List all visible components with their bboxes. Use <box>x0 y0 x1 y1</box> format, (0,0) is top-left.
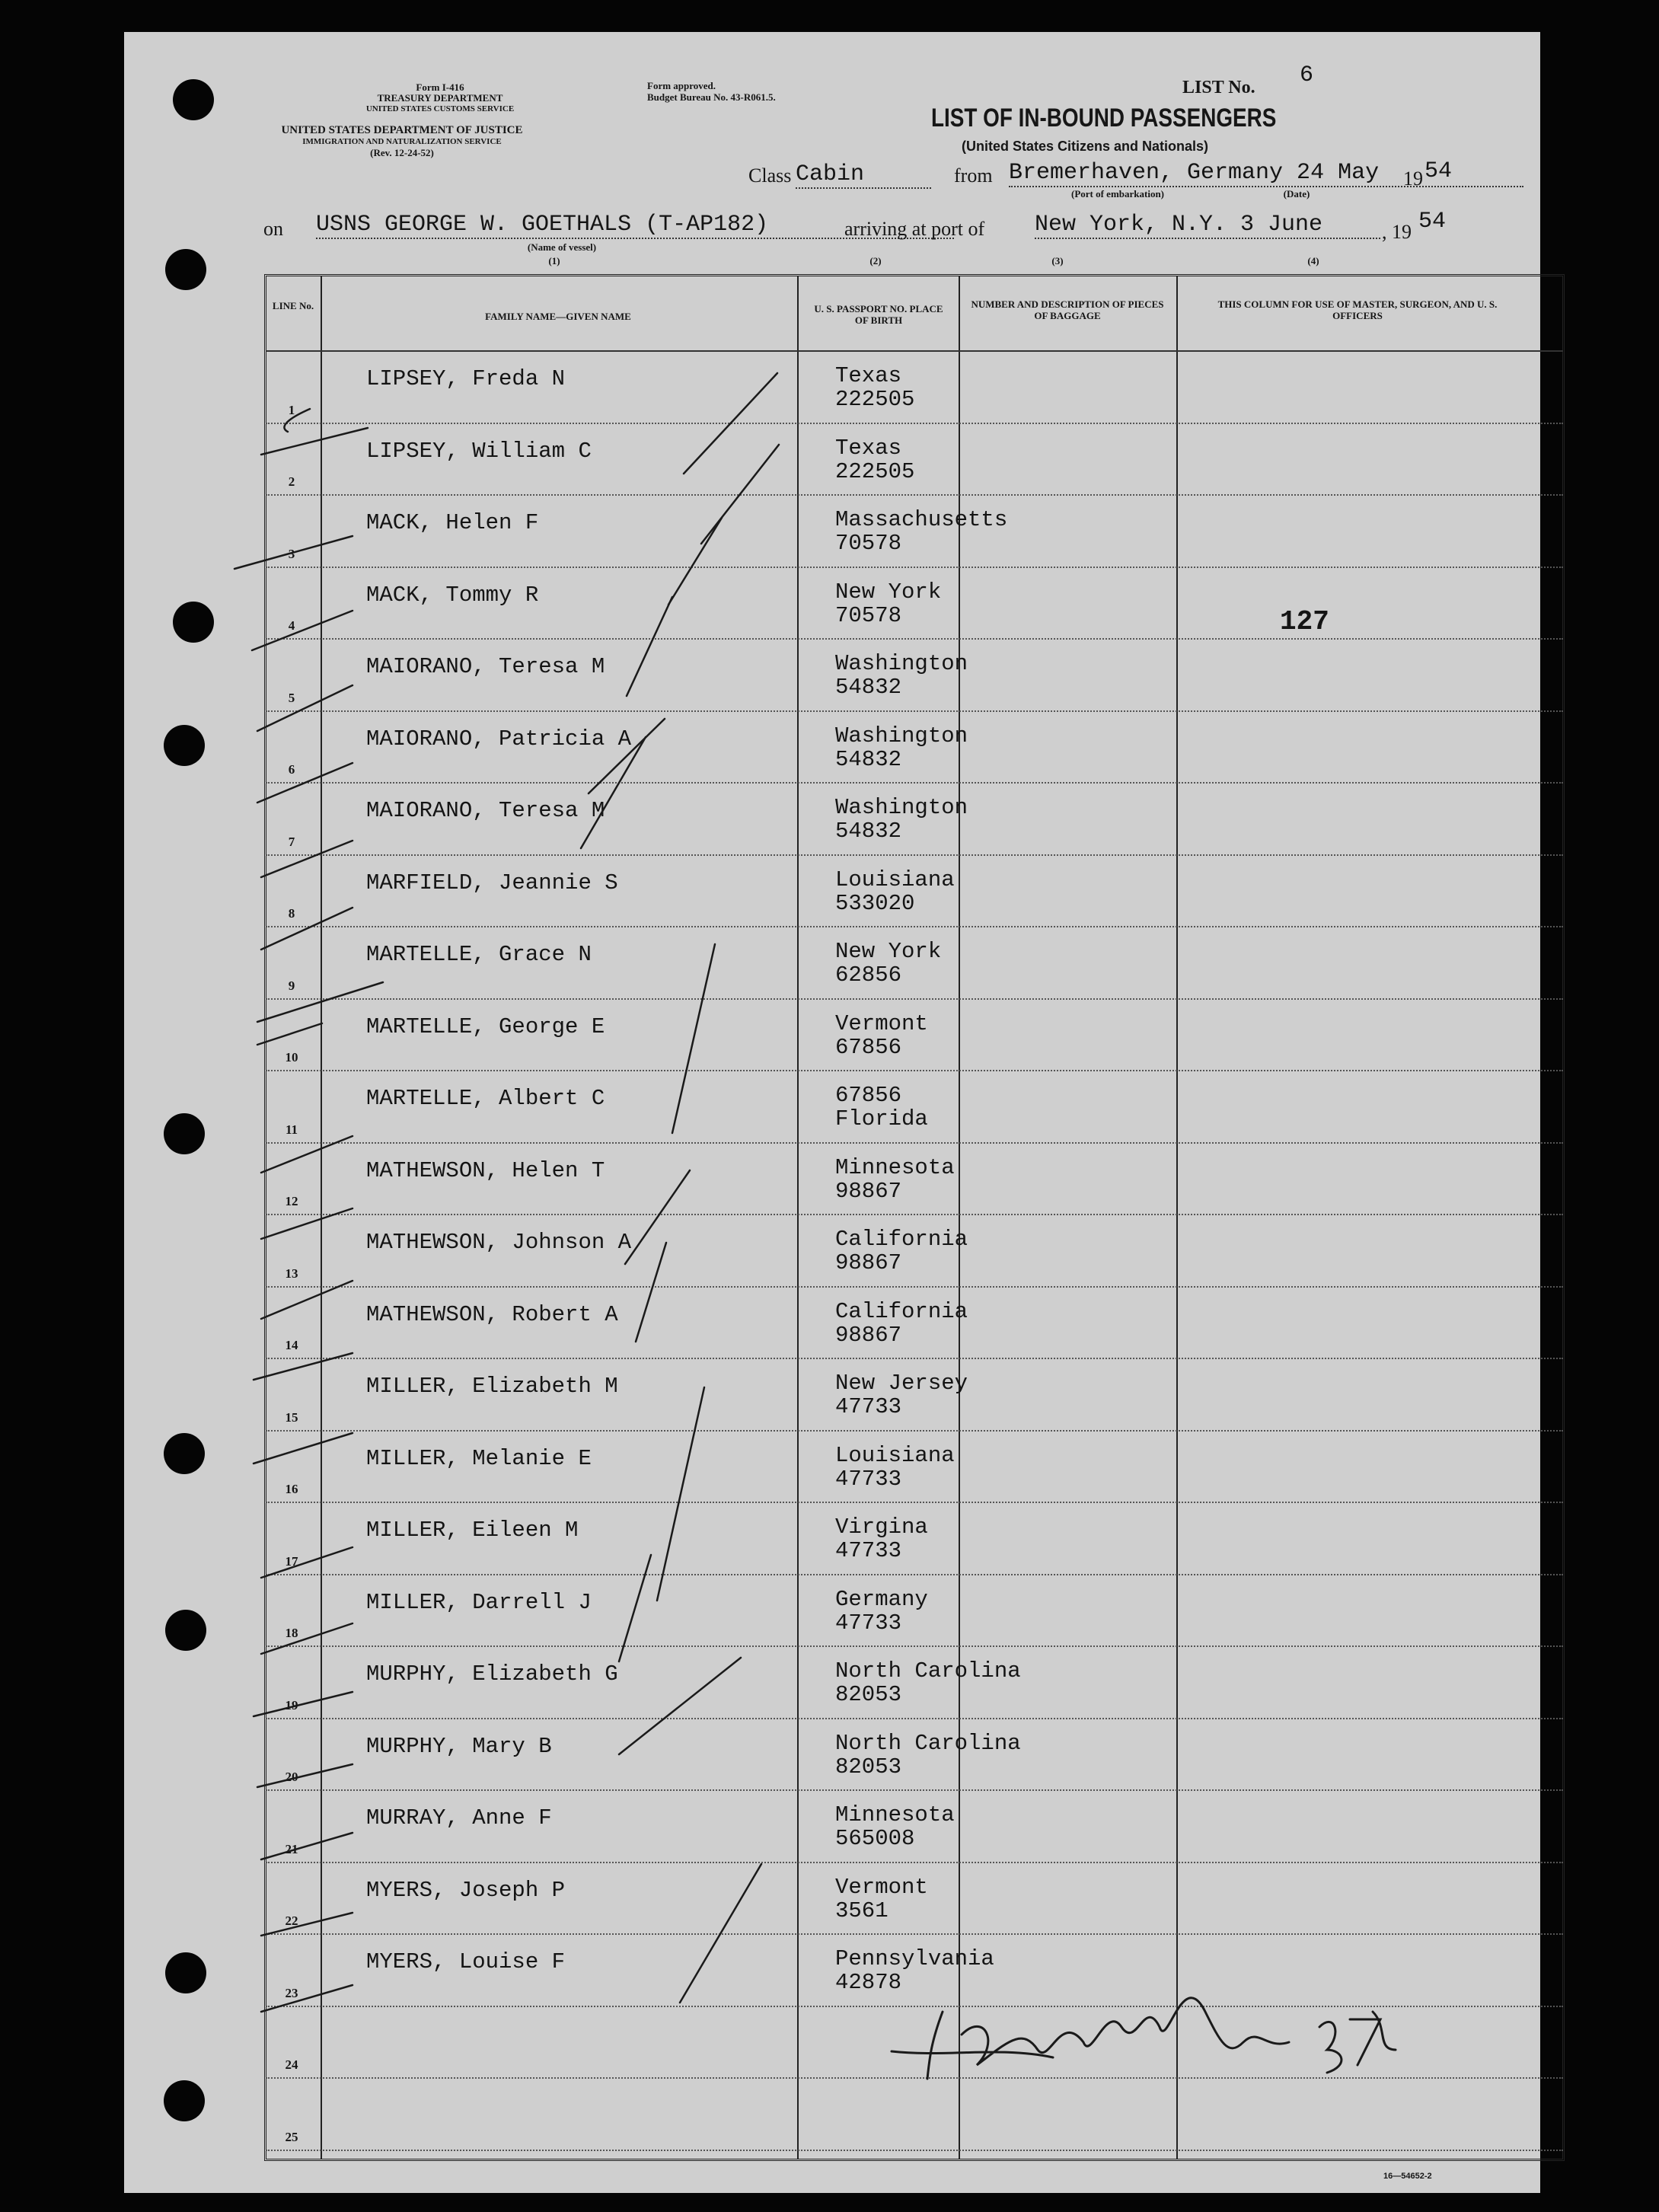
check-mark <box>619 1658 741 1754</box>
passport-number: 54832 <box>835 675 902 700</box>
year-value-2: 54 <box>1418 209 1447 235</box>
arriving-label: arriving at port of <box>844 218 985 240</box>
passenger-name: MURPHY, Elizabeth G <box>366 1661 618 1687</box>
class-value: Cabin <box>796 161 931 189</box>
passenger-name: MAIORANO, Teresa M <box>366 798 605 823</box>
passport-number: 42878 <box>835 1970 902 1995</box>
col-caption-2: (2) <box>869 255 882 267</box>
passport-number: Florida <box>835 1106 928 1132</box>
place-of-birth: New York <box>835 579 942 605</box>
check-mark <box>668 518 722 605</box>
place-of-birth: California <box>835 1298 968 1324</box>
tick-mark <box>254 1692 353 1716</box>
line-number: 9 <box>288 978 295 993</box>
tick-mark <box>261 841 353 877</box>
handwritten-marks <box>124 32 1540 2193</box>
check-mark <box>680 1864 761 2003</box>
passenger-name: MYERS, Louise F <box>366 1949 566 1974</box>
check-mark <box>684 373 777 474</box>
passenger-name: MARTELLE, Albert C <box>366 1086 605 1111</box>
tick-mark <box>261 1547 353 1578</box>
check-mark <box>625 1170 690 1264</box>
passport-number: 222505 <box>835 458 915 484</box>
check-mark <box>657 1387 704 1601</box>
officer-count: 127 <box>1280 606 1329 637</box>
passenger-name: MILLER, Darrell J <box>366 1589 592 1615</box>
form-page <box>124 32 1540 2193</box>
passenger-name: MACK, Tommy R <box>366 582 539 608</box>
place-of-birth: Washington <box>835 651 968 676</box>
tick-mark <box>254 1353 353 1380</box>
tick-mark <box>261 1913 353 1936</box>
line-number: 3 <box>288 546 295 561</box>
check-mark <box>636 1243 666 1342</box>
check-mark <box>619 1555 651 1661</box>
check-mark <box>589 719 665 793</box>
line-number: 1 <box>288 402 295 417</box>
justice-department: UNITED STATES DEPARTMENT OF JUSTICE <box>281 124 523 136</box>
passport-number: 82053 <box>835 1754 902 1779</box>
line-number: 8 <box>288 906 295 921</box>
place-of-birth: New York <box>835 939 942 964</box>
passport-number: 222505 <box>835 387 915 412</box>
revision-date: (Rev. 12-24-52) <box>370 147 434 158</box>
form-title: LIST OF IN-BOUND PASSENGERS <box>931 104 1277 132</box>
passport-number: 565008 <box>835 1826 915 1851</box>
tick-mark <box>261 1623 353 1654</box>
line-number: 15 <box>285 1409 298 1425</box>
passenger-name: LIPSEY, Freda N <box>366 366 566 391</box>
passport-number: 98867 <box>835 1322 902 1348</box>
line-number: 18 <box>285 1626 298 1640</box>
check-mark <box>672 944 715 1133</box>
passport-number: 70578 <box>835 531 902 556</box>
port-embarkation-caption: (Port of embarkation) <box>1070 188 1165 199</box>
tick-mark <box>257 1764 353 1787</box>
place-of-birth: North Carolina <box>835 1658 1021 1684</box>
on-label: on <box>263 218 283 240</box>
tick-mark <box>257 982 383 1022</box>
passport-number: 70578 <box>835 602 902 628</box>
line-number: 12 <box>285 1194 298 1208</box>
line-number: 14 <box>285 1338 298 1352</box>
passport-number: 98867 <box>835 1250 902 1275</box>
place-of-birth: Minnesota <box>835 1802 955 1827</box>
customs-service: UNITED STATES CUSTOMS SERVICE <box>365 104 515 113</box>
passenger-name: MACK, Helen F <box>366 510 539 535</box>
passport-number: 54832 <box>835 746 902 772</box>
place-of-birth: Louisiana <box>835 1442 955 1468</box>
immigration-service: IMMIGRATION AND NATURALIZATION SERVICE <box>302 137 502 146</box>
passport-number: 62856 <box>835 962 902 988</box>
line-number: 19 <box>285 1697 298 1712</box>
form-subtitle: (United States Citizens and Nationals) <box>962 139 1209 154</box>
place-of-birth: Vermont <box>835 1010 928 1036</box>
passenger-name: MURPHY, Mary B <box>366 1733 552 1759</box>
line-number: 10 <box>285 1050 298 1065</box>
passenger-name: MATHEWSON, Helen T <box>366 1157 605 1183</box>
line-number: 22 <box>285 1914 298 1928</box>
tick-mark <box>261 428 368 455</box>
tick-mark <box>261 1281 353 1319</box>
line-number: 23 <box>285 1985 298 2000</box>
place-of-birth: Vermont <box>835 1874 928 1900</box>
line-number: 4 <box>288 618 295 633</box>
year-prefix-2: , 19 <box>1382 221 1412 243</box>
line-number: 11 <box>285 1122 298 1137</box>
place-of-birth: North Carolina <box>835 1730 1021 1756</box>
col-head-line-no: LINE No. <box>272 300 314 311</box>
place-of-birth: 67856 <box>835 1083 902 1108</box>
place-of-birth: Washington <box>835 723 968 749</box>
passport-number: 54832 <box>835 819 902 844</box>
tick-mark <box>257 763 353 803</box>
line-number: 21 <box>285 1841 298 1856</box>
check-mark <box>627 597 672 696</box>
passport-number: 67856 <box>835 1034 902 1060</box>
passenger-name: MAIORANO, Teresa M <box>366 654 605 679</box>
vessel-name: USNS GEORGE W. GOETHALS (T-AP182) <box>316 212 954 239</box>
tick-mark <box>252 611 353 650</box>
tick-mark <box>257 685 353 731</box>
line-number: 20 <box>285 1770 298 1784</box>
list-no-label: LIST No. <box>1182 78 1255 97</box>
from-label: from <box>954 164 993 187</box>
place-of-birth: Texas <box>835 363 902 388</box>
place-of-birth: Texas <box>835 435 902 461</box>
passport-number: 98867 <box>835 1178 902 1204</box>
tick-mark <box>254 1433 353 1463</box>
print-code: 16—54652-2 <box>1383 2172 1432 2181</box>
place-of-birth: Washington <box>835 795 968 820</box>
col-head-baggage: NUMBER AND DESCRIPTION OF PIECES OF BAGGAGE <box>971 298 1164 321</box>
check-mark <box>701 445 779 544</box>
line-number: 16 <box>285 1482 298 1496</box>
form-number: Form I-416 <box>416 81 464 93</box>
col-caption-1: (1) <box>548 255 560 267</box>
passport-number: 47733 <box>835 1538 902 1563</box>
year-value-1: 54 <box>1425 158 1453 184</box>
arrival-port: New York, N.Y. 3 June <box>1035 212 1380 239</box>
line-number: 7 <box>288 834 295 849</box>
line-number: 24 <box>285 2057 298 2072</box>
line-number: 13 <box>285 1266 298 1281</box>
place-of-birth: Virgina <box>835 1515 928 1540</box>
tick-mark <box>261 1833 353 1859</box>
signature <box>892 1998 1396 2079</box>
passport-number: 47733 <box>835 1610 902 1636</box>
place-of-birth: Germany <box>835 1586 928 1612</box>
passenger-name: MAIORANO, Patricia A <box>366 726 632 752</box>
place-of-birth: Minnesota <box>835 1154 955 1180</box>
tick-mark <box>261 1208 353 1239</box>
passenger-name: MATHEWSON, Robert A <box>366 1301 618 1327</box>
passport-number: 47733 <box>835 1466 902 1492</box>
treasury-department: TREASURY DEPARTMENT <box>377 92 503 104</box>
budget-bureau: Budget Bureau No. 43-R061.5. <box>647 91 776 103</box>
tick-mark <box>261 1985 353 2012</box>
passenger-name: LIPSEY, William C <box>366 438 592 464</box>
class-label: Class <box>748 164 792 187</box>
tick-mark <box>261 908 353 950</box>
passport-number: 82053 <box>835 1682 902 1707</box>
line-number: 6 <box>288 762 295 777</box>
passenger-name: MURRAY, Anne F <box>366 1805 552 1831</box>
tick-mark <box>234 536 353 569</box>
tick-mark <box>284 409 310 432</box>
col-head-name: FAMILY NAME—GIVEN NAME <box>485 311 631 322</box>
embarkation-value: Bremerhaven, Germany 24 May <box>1009 160 1523 187</box>
col-caption-4: (4) <box>1307 255 1319 267</box>
passport-number: 533020 <box>835 890 915 916</box>
vessel-caption: (Name of vessel) <box>527 241 597 253</box>
tick-mark <box>257 1023 322 1045</box>
col-head-passport: U. S. PASSPORT NO. PLACE OF BIRTH <box>814 303 943 326</box>
passport-number: 3561 <box>835 1898 889 1923</box>
line-number: 5 <box>288 690 295 705</box>
passenger-name: MARFIELD, Jeannie S <box>366 870 618 895</box>
line-number: 2 <box>288 474 295 489</box>
line-number: 25 <box>285 2129 298 2144</box>
place-of-birth: Massachusetts <box>835 507 1008 532</box>
tick-mark <box>261 1136 353 1173</box>
passport-number: 47733 <box>835 1394 902 1419</box>
col-head-officers: THIS COLUMN FOR USE OF MASTER, SURGEON, AND U. S. OFFICERS <box>1217 298 1498 321</box>
date-caption: (Date) <box>1283 188 1310 199</box>
place-of-birth: Pennsylvania <box>835 1946 994 1971</box>
passenger-name: MYERS, Joseph P <box>366 1877 566 1903</box>
passenger-name: MATHEWSON, Johnson A <box>366 1230 632 1255</box>
list-number: 6 <box>1300 62 1314 88</box>
passenger-name: MILLER, Eileen M <box>366 1518 579 1543</box>
col-caption-3: (3) <box>1051 255 1064 267</box>
line-number: 17 <box>285 1553 298 1569</box>
form-approved: Form approved. <box>647 80 716 91</box>
passenger-name: MILLER, Melanie E <box>366 1445 592 1471</box>
passenger-name: MILLER, Elizabeth M <box>366 1374 618 1399</box>
passenger-name: MARTELLE, Grace N <box>366 942 592 967</box>
place-of-birth: New Jersey <box>835 1371 968 1396</box>
year-prefix-1: 19 <box>1403 168 1423 190</box>
passenger-name: MARTELLE, George E <box>366 1013 605 1039</box>
place-of-birth: Louisiana <box>835 867 955 892</box>
place-of-birth: California <box>835 1227 968 1252</box>
